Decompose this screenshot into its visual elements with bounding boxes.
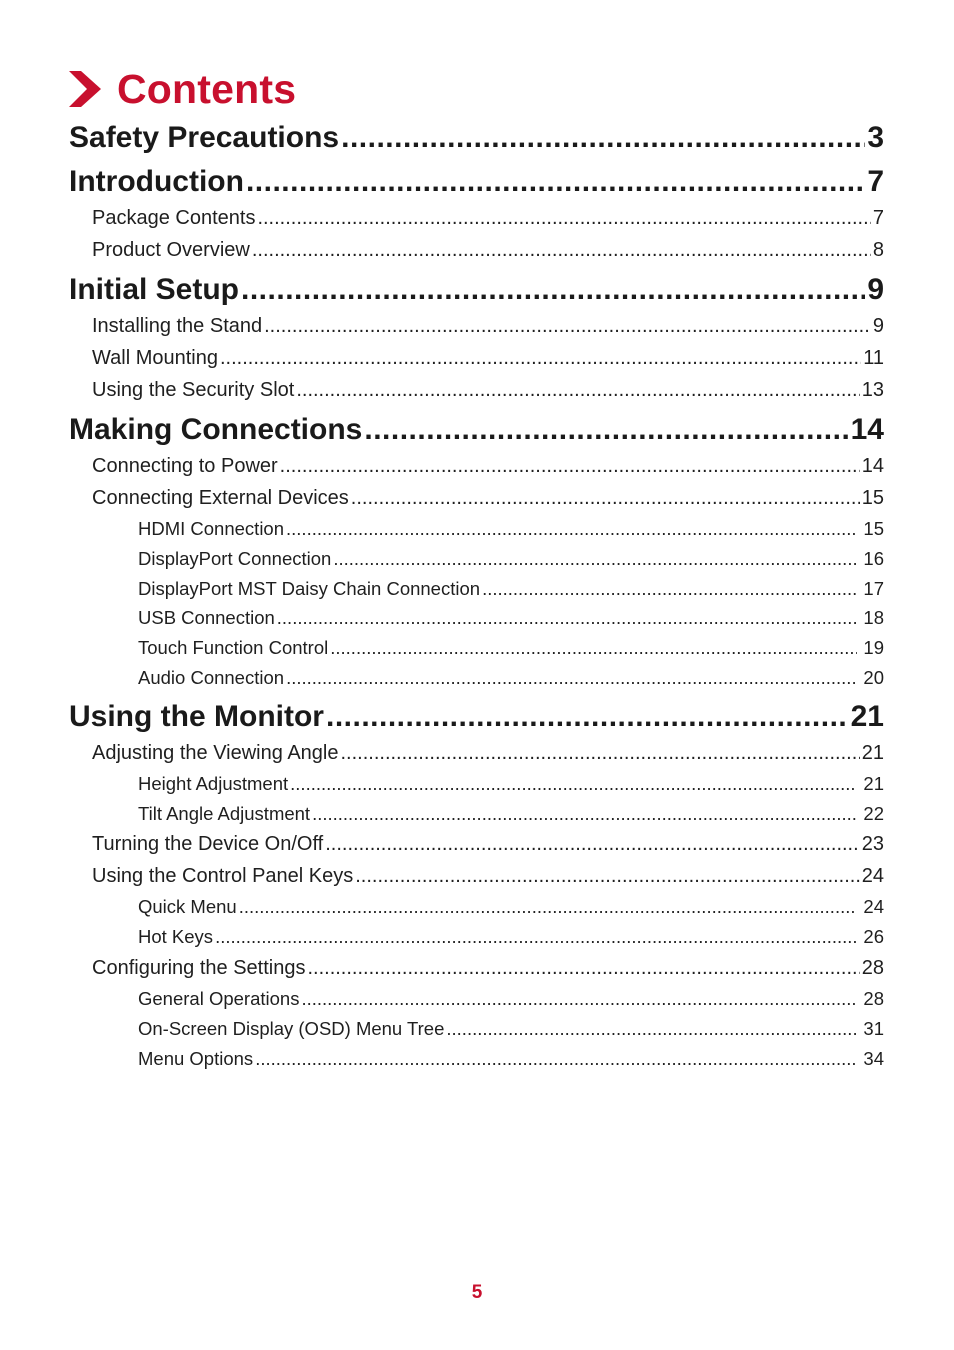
toc-entry-label: Quick Menu: [138, 896, 237, 918]
dot-leader: [307, 952, 859, 984]
toc-entry-label: Using the Security Slot: [92, 379, 295, 401]
dot-leader: [246, 162, 865, 202]
toc-entry-page: 24: [861, 865, 884, 888]
toc-entry-label: Using the Monitor: [69, 699, 324, 733]
dot-leader: [215, 922, 857, 952]
toc-entry-level-3[interactable]: [69, 984, 884, 1014]
toc-entry-page: 23: [861, 833, 884, 856]
toc-entry-label: Adjusting the Viewing Angle: [92, 741, 339, 764]
dot-leader: [446, 1014, 857, 1044]
toc-entry-page: 8: [872, 239, 884, 261]
dot-leader: [255, 1044, 857, 1074]
toc-entry-page: 15: [863, 518, 884, 539]
toc-entry-page: 14: [850, 413, 884, 446]
toc-entry-level-1[interactable]: [69, 162, 884, 202]
toc-entry-page: 28: [861, 956, 884, 979]
dot-leader: [341, 118, 865, 158]
dot-leader: [333, 544, 857, 574]
dot-leader: [355, 860, 860, 892]
toc-entry-page: 9: [867, 273, 884, 306]
toc-entry-level-1[interactable]: [69, 270, 884, 310]
toc-entry-level-3[interactable]: [69, 799, 884, 829]
toc-entry-page: 16: [863, 547, 884, 569]
toc-entry-level-3[interactable]: [69, 633, 884, 663]
dot-leader: [351, 482, 860, 514]
toc-entry-label: Safety Precautions: [69, 121, 340, 154]
toc-entry-level-1[interactable]: [69, 697, 884, 737]
dot-leader: [257, 202, 870, 234]
table-of-contents: [69, 118, 884, 1073]
toc-entry-label: Tilt Angle Adjustment: [138, 802, 311, 824]
toc-entry-level-1[interactable]: [69, 410, 884, 450]
toc-entry-level-3[interactable]: [69, 574, 884, 604]
dot-leader: [286, 514, 857, 544]
toc-entry-level-3[interactable]: [69, 544, 884, 574]
toc-entry-label: Installing the Stand: [92, 315, 263, 337]
toc-entry-page: 24: [863, 896, 884, 918]
toc-entry-label: Turning the Device On/Off: [92, 833, 324, 856]
toc-entry-page: 18: [863, 607, 884, 629]
toc-entry-label: General Operations: [138, 987, 300, 1009]
dot-leader: [364, 410, 848, 450]
toc-entry-level-3[interactable]: [69, 514, 884, 544]
toc-entry-page: 34: [863, 1047, 884, 1069]
toc-entry-page: 31: [863, 1017, 884, 1039]
toc-entry-label: Touch Function Control: [138, 637, 329, 659]
toc-entry-level-2[interactable]: [69, 234, 884, 266]
toc-entry-label: On-Screen Display (OSD) Menu Tree: [138, 1017, 445, 1039]
toc-entry-label: Height Adjustment: [138, 772, 289, 794]
dot-leader: [290, 769, 857, 799]
toc-entry-level-2[interactable]: [69, 860, 884, 892]
toc-entry-level-2[interactable]: [69, 450, 884, 482]
toc-entry-label: Audio Connection: [138, 666, 285, 688]
dot-leader: [296, 374, 859, 406]
toc-entry-level-3[interactable]: [69, 1014, 884, 1044]
dot-leader: [286, 663, 857, 693]
toc-entry-label: USB Connection: [138, 607, 275, 629]
toc-entry-page: 22: [863, 802, 884, 824]
toc-entry-label: Making Connections: [69, 413, 363, 446]
toc-entry-page: 9: [872, 315, 884, 337]
toc-entry-label: Introduction: [69, 165, 244, 198]
contents-header: [67, 64, 296, 114]
toc-entry-level-2[interactable]: [69, 310, 884, 342]
toc-entry-level-2[interactable]: [69, 202, 884, 234]
toc-entry-page: 26: [863, 926, 884, 948]
dot-leader: [482, 574, 857, 604]
toc-entry-label: Using the Control Panel Keys: [92, 865, 354, 888]
toc-entry-label: Connecting to Power: [92, 455, 278, 477]
toc-entry-label: Connecting External Devices: [92, 487, 349, 509]
toc-entry-page: 21: [861, 741, 884, 764]
toc-entry-level-3[interactable]: [69, 603, 884, 633]
toc-entry-page: 20: [863, 666, 884, 688]
toc-entry-level-3[interactable]: [69, 769, 884, 799]
toc-entry-level-3[interactable]: [69, 663, 884, 693]
toc-entry-page: 19: [863, 637, 884, 659]
toc-entry-level-3[interactable]: [69, 892, 884, 922]
toc-entry-label: Hot Keys: [138, 926, 214, 948]
dot-leader: [239, 892, 858, 922]
dot-leader: [241, 270, 865, 310]
dot-leader: [277, 603, 858, 633]
page-title: Contents: [117, 65, 297, 112]
toc-entry-page: 21: [863, 772, 884, 794]
toc-entry-page: 11: [863, 347, 884, 369]
toc-entry-page: 17: [863, 577, 884, 599]
toc-entry-page: 13: [861, 379, 884, 401]
toc-entry-page: 15: [861, 487, 884, 509]
dot-leader: [326, 697, 849, 737]
toc-entry-label: Initial Setup: [69, 273, 240, 306]
dot-leader: [312, 799, 857, 829]
dot-leader: [325, 828, 860, 860]
toc-entry-level-2[interactable]: [69, 374, 884, 406]
toc-entry-label: Package Contents: [92, 207, 256, 229]
chevron-right-icon: [67, 69, 103, 109]
toc-entry-label: Menu Options: [138, 1047, 254, 1069]
page-number: 5: [471, 1282, 483, 1303]
toc-entry-label: Product Overview: [92, 239, 250, 261]
toc-entry-level-3[interactable]: [69, 1044, 884, 1074]
toc-entry-label: Wall Mounting: [92, 347, 218, 369]
toc-entry-level-2[interactable]: [69, 952, 884, 984]
dot-leader: [340, 737, 859, 769]
toc-entry-page: 7: [867, 165, 884, 198]
dot-leader: [301, 984, 857, 1014]
toc-entry-page: 7: [872, 207, 884, 229]
toc-entry-level-3[interactable]: [69, 922, 884, 952]
toc-entry-label: DisplayPort MST Daisy Chain Connection: [138, 577, 481, 599]
dot-leader: [264, 310, 871, 342]
toc-entry-level-2[interactable]: [69, 342, 884, 374]
dot-leader: [220, 342, 861, 374]
dot-leader: [252, 234, 871, 266]
toc-entry-label: Configuring the Settings: [92, 956, 306, 979]
toc-entry-page: 14: [861, 455, 884, 477]
toc-entry-level-2[interactable]: [69, 828, 884, 860]
toc-entry-label: DisplayPort Connection: [138, 547, 332, 569]
toc-entry-page: 3: [867, 121, 884, 154]
dot-leader: [280, 450, 860, 482]
toc-entry-level-2[interactable]: [69, 482, 884, 514]
toc-entry-level-2[interactable]: [69, 737, 884, 769]
toc-entry-level-1[interactable]: [69, 118, 884, 158]
toc-entry-page: 21: [850, 699, 884, 733]
toc-entry-label: HDMI Connection: [138, 518, 285, 539]
toc-entry-page: 28: [863, 987, 884, 1009]
dot-leader: [330, 633, 857, 663]
